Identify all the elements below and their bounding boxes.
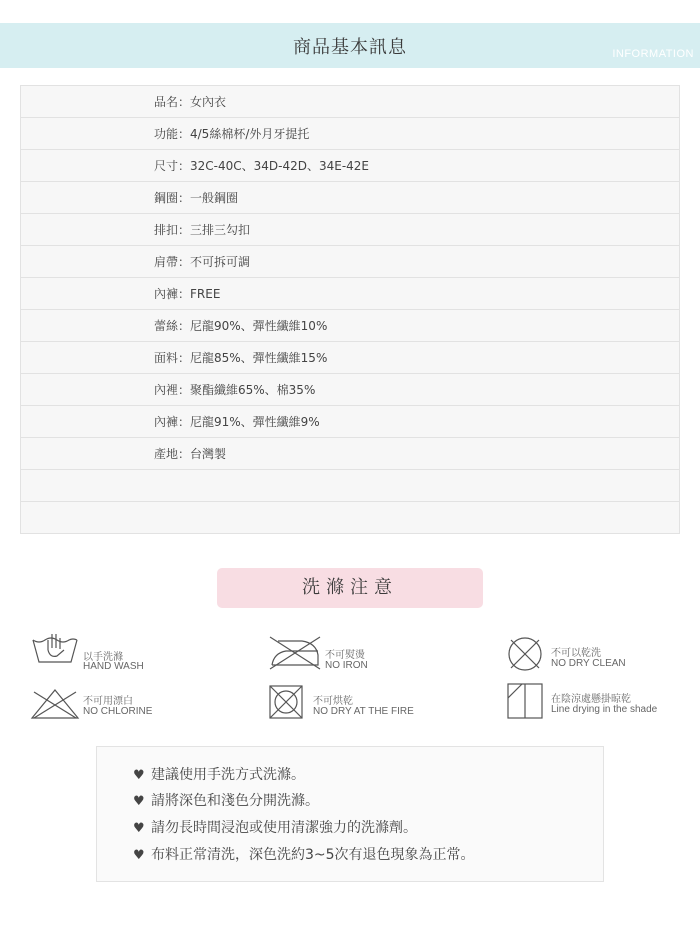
care-note-text: 請將深色和淺色分開洗滌。 xyxy=(151,793,319,809)
spec-text: 鋼圈：一般鋼圈 xyxy=(154,191,239,205)
hand-wash-icon xyxy=(30,632,80,666)
no-tumble-dry-icon xyxy=(268,684,304,720)
heart-icon: ♥ xyxy=(133,848,145,863)
spec-row xyxy=(21,86,679,118)
spec-text: 內褲：FREE xyxy=(154,287,221,301)
spec-row xyxy=(21,182,679,214)
spec-text: 產地：台灣製 xyxy=(154,447,227,461)
heart-icon: ♥ xyxy=(133,794,145,809)
spec-text: 內裡：聚酯纖維65%、棉35% xyxy=(154,383,316,397)
no-iron-icon xyxy=(268,635,322,671)
spec-row xyxy=(21,150,679,182)
care-note xyxy=(133,790,319,810)
spec-table xyxy=(20,85,680,534)
care-label-zh: 在陰涼處懸掛晾乾 xyxy=(551,694,631,705)
spec-row xyxy=(21,502,679,534)
spec-text: 內褲：尼龍91%、彈性纖維9% xyxy=(154,415,320,429)
spec-row xyxy=(21,246,679,278)
care-label-en: NO DRY CLEAN xyxy=(551,658,626,669)
care-note-text: 建議使用手洗方式洗滌。 xyxy=(151,767,305,783)
heart-icon: ♥ xyxy=(133,821,145,836)
care-note xyxy=(133,844,475,864)
spec-row xyxy=(21,374,679,406)
care-note-text: 請勿長時間浸泡或使用清潔強力的洗滌劑。 xyxy=(151,820,417,836)
care-label-en: Line drying in the shade xyxy=(551,704,658,715)
spec-text: 尺寸：32C-40C、34D-42D、34E-42E xyxy=(154,159,370,173)
spec-row xyxy=(21,118,679,150)
care-title: 洗滌注意 xyxy=(217,568,483,608)
care-label-zh: 不可烘乾 xyxy=(313,696,353,707)
spec-row xyxy=(21,342,679,374)
no-dry-clean-icon xyxy=(506,635,544,673)
spec-text: 品名：女內衣 xyxy=(154,95,227,109)
spec-text: 排扣：三排三勾扣 xyxy=(154,223,251,237)
care-note xyxy=(133,817,417,837)
line-dry-shade-icon xyxy=(506,682,544,720)
page-subtitle: INFORMATION xyxy=(612,48,694,60)
page-title: 商品基本訊息 xyxy=(293,37,407,58)
care-label-zh: 不可以乾洗 xyxy=(551,648,601,659)
care-label-en: NO CHLORINE xyxy=(83,706,153,717)
spec-row xyxy=(21,406,679,438)
no-bleach-icon xyxy=(30,688,80,720)
spec-text: 肩帶：不可拆可調 xyxy=(154,255,251,269)
care-label-zh: 以手洗滌 xyxy=(83,652,123,663)
spec-text: 蕾絲：尼龍90%、彈性纖維10% xyxy=(154,319,328,333)
spec-row xyxy=(21,310,679,342)
care-note-text: 布料正常清洗，深色洗約3~5次有退色現象為正常。 xyxy=(151,847,475,863)
spec-text: 功能：4/5絲棉杯/外月牙提托 xyxy=(154,127,310,141)
heart-icon: ♥ xyxy=(133,768,145,783)
care-label-en: NO IRON xyxy=(325,660,368,671)
spec-text: 面料：尼龍85%、彈性纖維15% xyxy=(154,351,328,365)
spec-row xyxy=(21,278,679,310)
care-notes-box xyxy=(96,746,604,882)
spec-row xyxy=(21,470,679,502)
spec-row xyxy=(21,438,679,470)
care-label-en: NO DRY AT THE FIRE xyxy=(313,706,414,717)
care-label-zh: 不可用漂白 xyxy=(83,696,133,707)
care-label-en: HAND WASH xyxy=(83,661,144,672)
spec-row xyxy=(21,214,679,246)
care-label-zh: 不可熨燙 xyxy=(325,650,365,661)
care-note xyxy=(133,764,305,784)
